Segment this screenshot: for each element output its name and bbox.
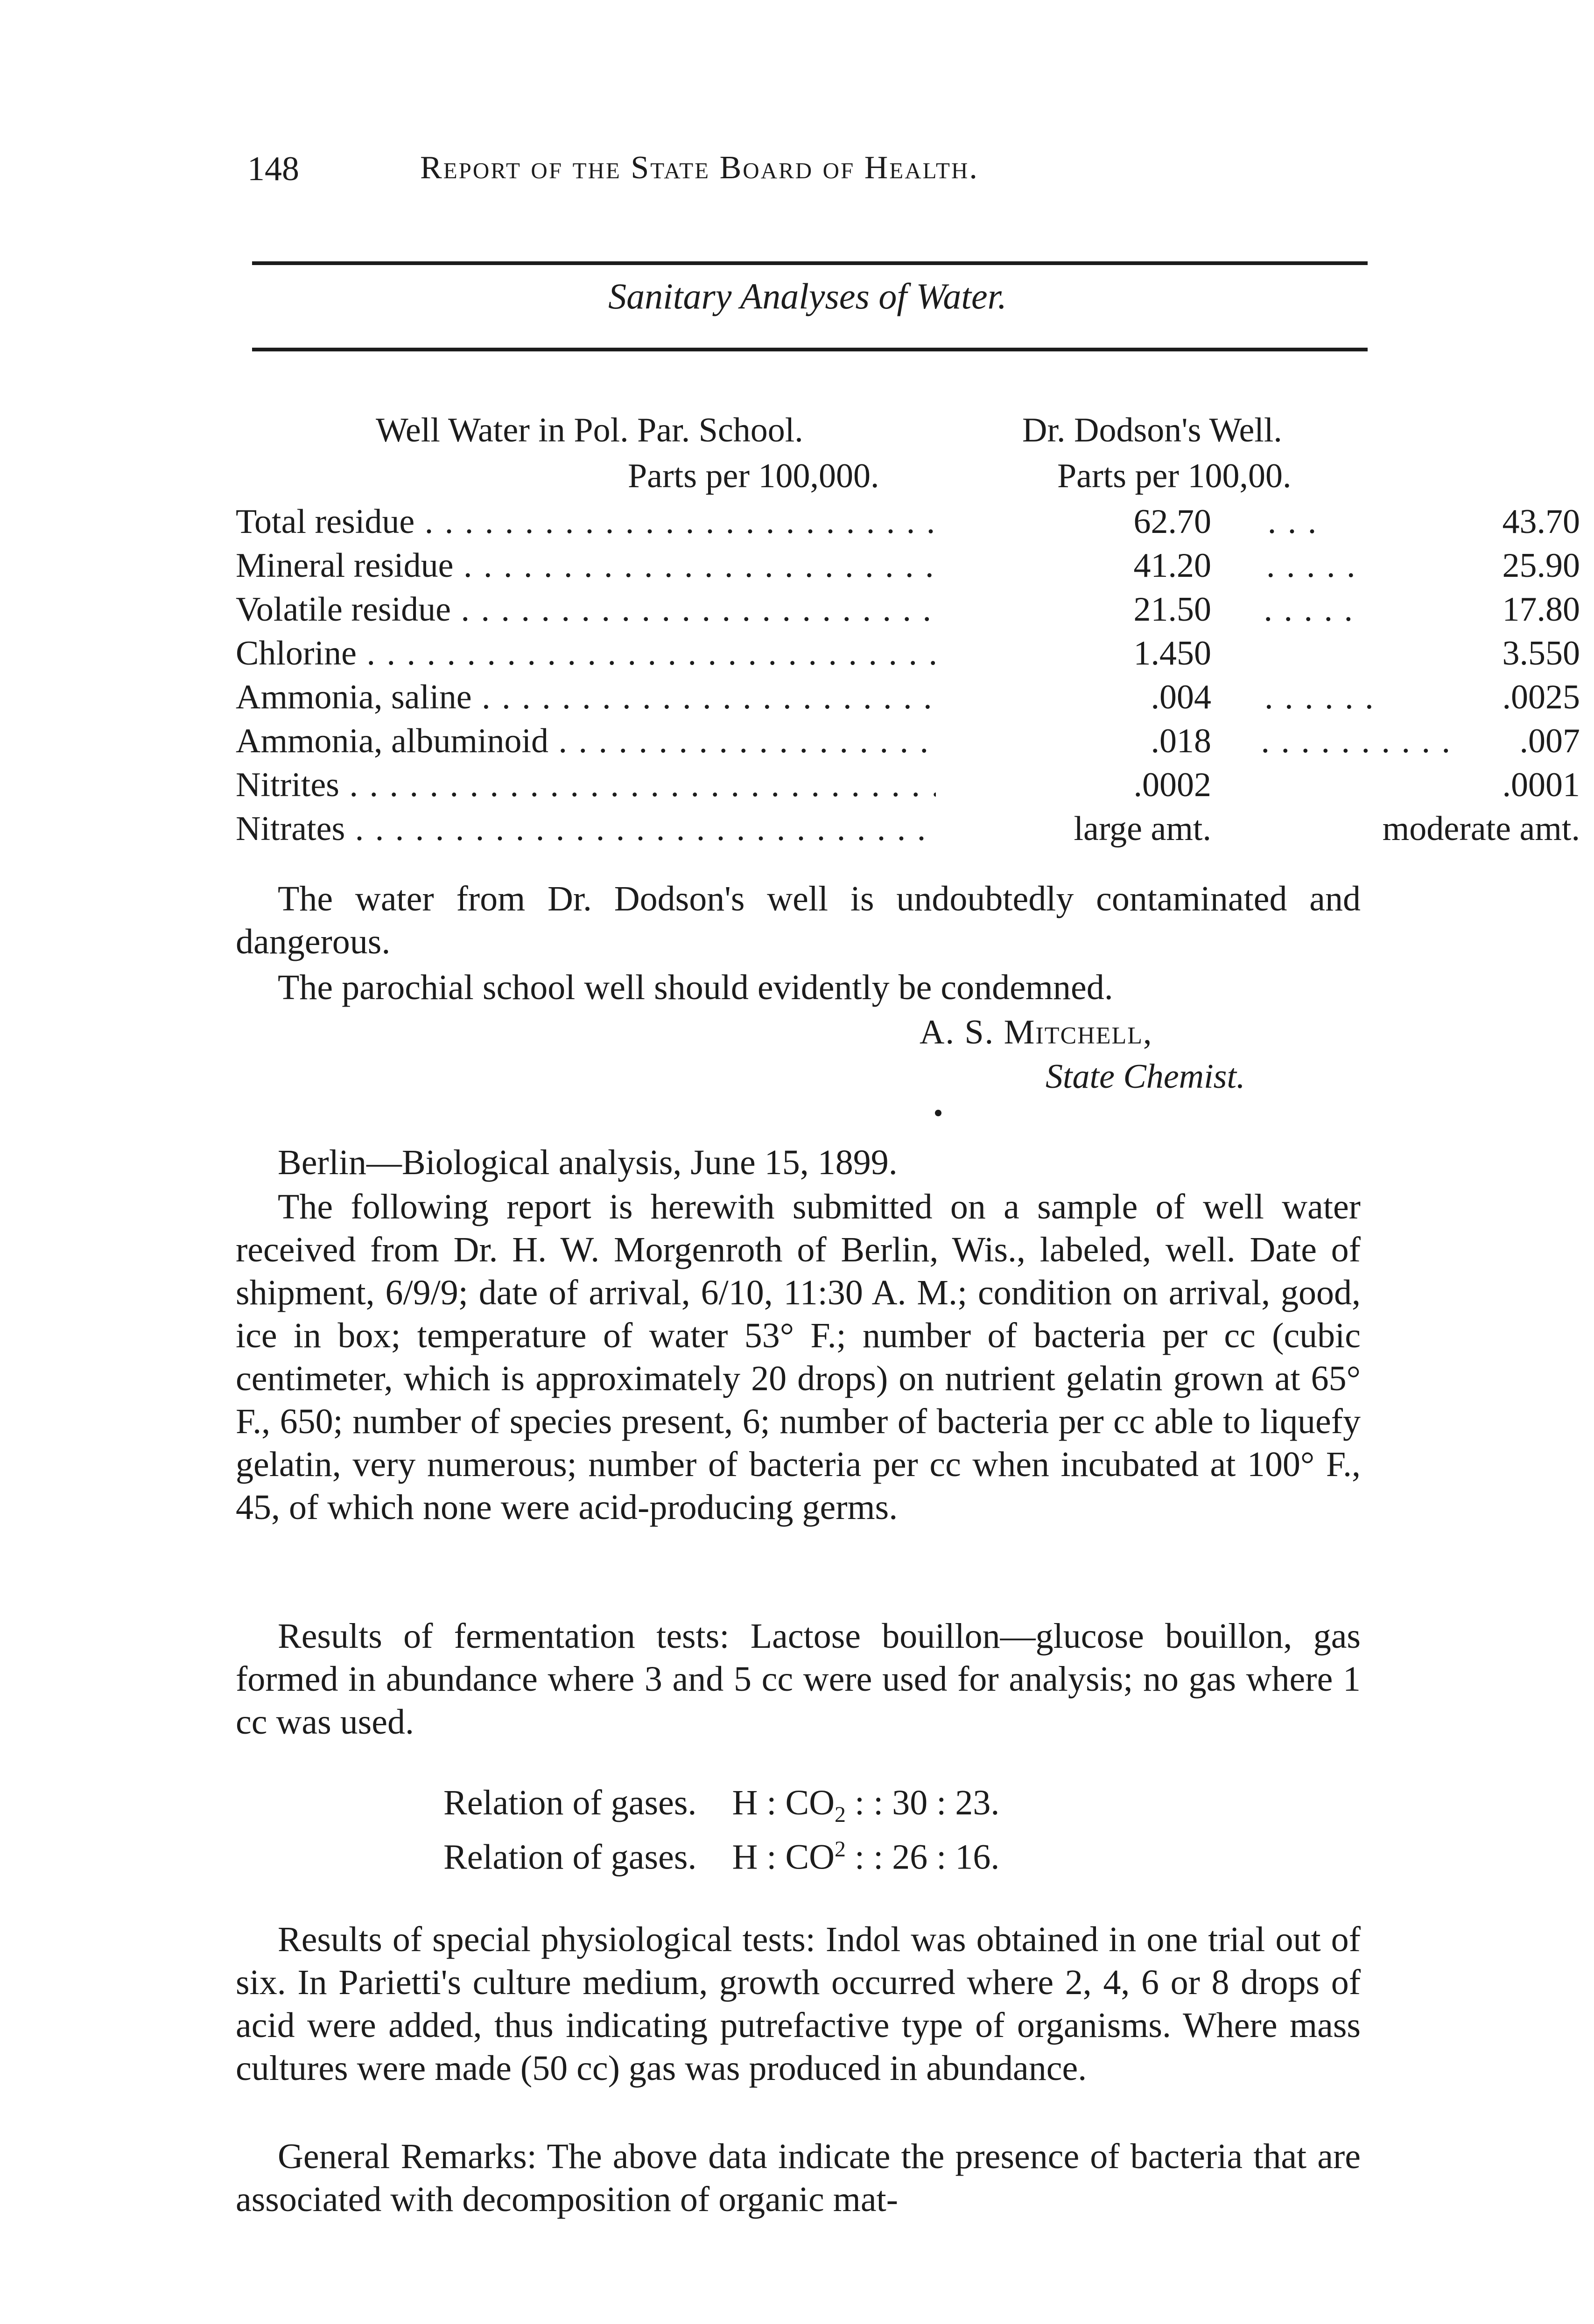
signature-title: State Chemist.: [1046, 1057, 1245, 1096]
dodson-value: moderate amt.: [1382, 810, 1580, 848]
table-row: [236, 590, 1580, 634]
relation-2-superscript: 2: [835, 1837, 846, 1862]
table-row: [236, 809, 1580, 853]
table-body: [236, 502, 1580, 853]
school-value: .018: [936, 721, 1258, 761]
table-row: [236, 721, 1580, 765]
conclusion-paragraph-1: The water from Dr. Dodson's well is undoubtedly contaminated and dangerous.: [236, 879, 1361, 961]
relation-2-label: Relation of gases.: [443, 1837, 697, 1877]
berlin-paragraph-1: The following report is herewith submitted on a sample of well water received from Dr. H. W. Morgenroth of Berlin, Wis., labeled, well. Date of shipment, 6/9/9; date of arrival, 6/10, 11:30 A. M.; condition on arrival, good, ice in box; temperature of water 53° F.; number of bacteria per cc (cubic centimeter, which is approximately 20 drops) on nutrient gelatin grown at 65° F., 650; number of species present, 6; number of bacteria per cc able to liquefy gelatin, very numerous; number of bacteria per cc when incubated at 100° F., 45, of which none were acid-producing germs.: [236, 1187, 1361, 1527]
relation-2-ratio: : : 26 : 16.: [855, 1837, 1000, 1877]
school-value: 62.70: [936, 502, 1258, 542]
dodson-value: 25.90: [1502, 546, 1580, 585]
dodson-value: 17.80: [1502, 590, 1580, 629]
conclusion-paragraph-2: The parochial school well should evidently be condemned.: [278, 968, 1113, 1007]
table-row: [236, 634, 1580, 678]
water-analysis-table: [236, 411, 1580, 853]
dodson-value: 3.550: [1502, 634, 1580, 672]
stray-dot: [935, 1110, 941, 1116]
page-number: 148: [247, 150, 299, 188]
table-units-row: [236, 456, 1370, 502]
relation-1-subscript: 2: [835, 1802, 846, 1827]
section-title: Sanitary Analyses of Water.: [608, 276, 1007, 316]
relation-1-ratio: : : 30 : 23.: [855, 1783, 1000, 1822]
relation-1-formula: H : CO: [732, 1783, 835, 1822]
school-value: large amt.: [936, 809, 1258, 849]
relation-2-formula: H : CO: [732, 1837, 835, 1877]
relation-1-label: Relation of gases.: [443, 1783, 697, 1822]
table-row: [236, 546, 1580, 590]
col2-units: Parts per 100,00.: [1057, 457, 1292, 495]
col1-units: Parts per 100,000.: [628, 457, 879, 495]
row-label: Nitrites . . .: [236, 765, 941, 805]
row-label: Volatile residue . . .: [236, 590, 941, 630]
running-title: Report of the State Board of Health.: [420, 150, 979, 186]
gas-relation-1: [443, 1783, 999, 1827]
row-label: Nitrates . . .: [236, 809, 941, 849]
table-row: [236, 765, 1580, 809]
table-header-row: [236, 411, 1370, 456]
top-rule: [252, 261, 1368, 265]
bottom-rule: [252, 348, 1368, 351]
table-row: [236, 678, 1580, 721]
school-value: 21.50: [936, 590, 1258, 630]
school-value: 1.450: [936, 634, 1258, 673]
row-label: Ammonia, albuminoid . . .: [236, 721, 941, 761]
row-label: Chlorine . . .: [236, 634, 941, 673]
row-label: Mineral residue . . .: [236, 546, 941, 586]
school-value: .004: [936, 678, 1258, 717]
col1-title: Well Water in Pol. Par. School.: [376, 411, 803, 449]
table-row: [236, 502, 1580, 546]
dodson-value: .007: [1519, 722, 1580, 760]
berlin-paragraph-2: Results of fermentation tests: Lactose bouillon—glucose bouillon, gas formed in abundance where 3 and 5 cc were used for analysis; no gas where 1 cc was used.: [236, 1617, 1361, 1742]
berlin-heading: Berlin—Biological analysis, June 15, 1899.: [278, 1143, 898, 1182]
running-head: [247, 149, 1368, 201]
row-label: Ammonia, saline . . .: [236, 678, 941, 717]
dodson-value: 43.70: [1502, 503, 1580, 541]
berlin-paragraph-3: Results of special physiological tests: Indol was obtained in one trial out of six. In Parietti's culture medium, growth occurred where 2, 4, 6 or 8 drops of acid were added, thus indicating putrefactive type of organisms. Where mass cultures were made (50 cc) gas was produced in abundance.: [236, 1920, 1361, 2088]
berlin-paragraph-4: General Remarks: The above data indicate the presence of bacteria that are associated with decomposition of organic mat-: [236, 2137, 1361, 2219]
dodson-value: .0001: [1502, 766, 1580, 804]
signature-name: A. S. Mitchell,: [920, 1013, 1153, 1051]
gas-relation-2: [443, 1836, 999, 1877]
row-label: Total residue . . .: [236, 502, 941, 542]
col2-title: Dr. Dodson's Well.: [1022, 411, 1282, 449]
dodson-value: .0025: [1502, 678, 1580, 716]
school-value: 41.20: [936, 546, 1258, 586]
school-value: .0002: [936, 765, 1258, 805]
